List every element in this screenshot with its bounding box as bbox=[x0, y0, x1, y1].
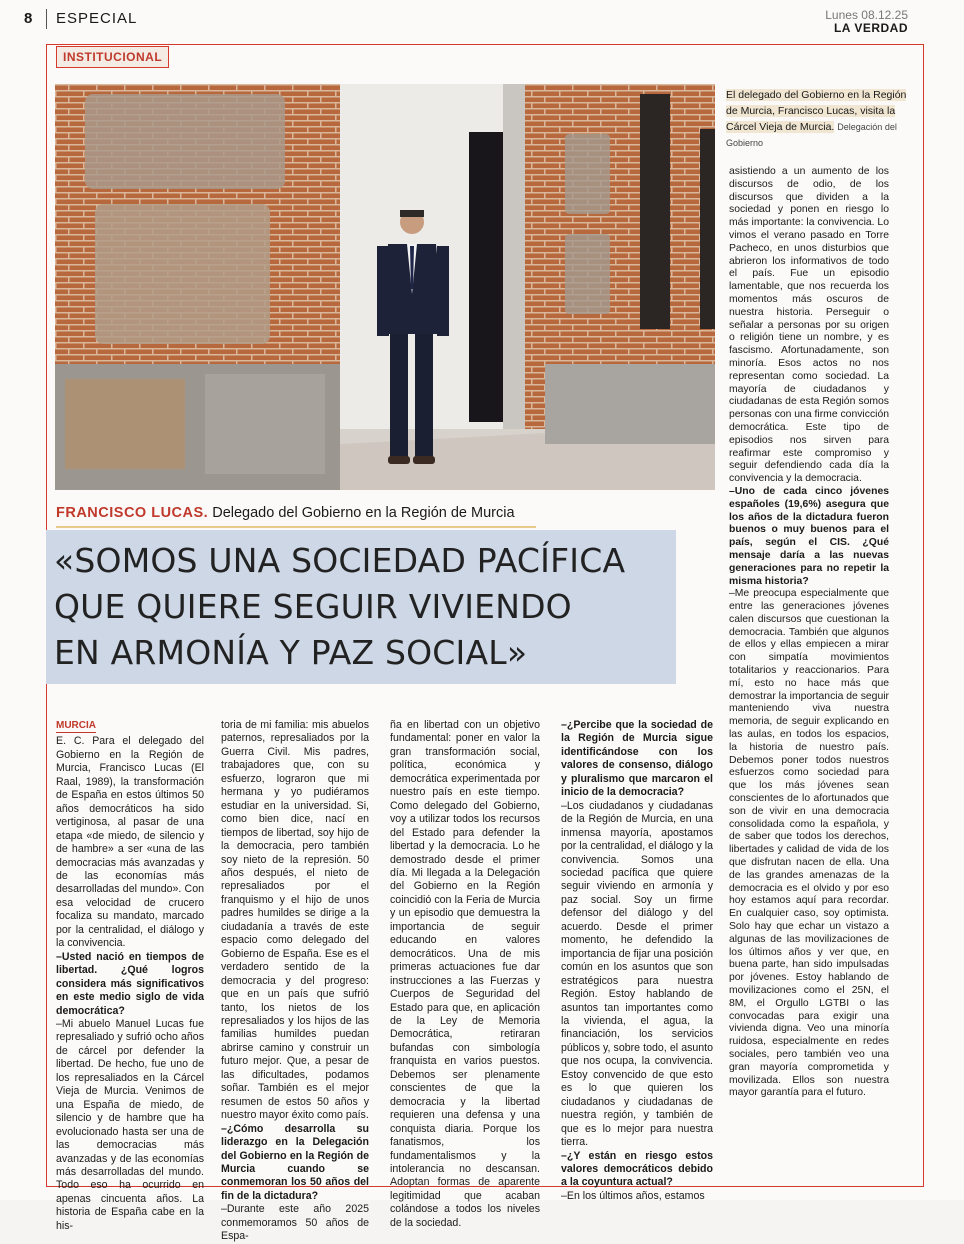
paragraph: E. C. Para el delegado del Gobierno en la Región de Murcia, Francisco Lucas (El Raal, 1989), la transformación de España en estos últimos 50 años democráticos ha sido vertiginosa, al pasar de una etapa «de miedo, de silencio y de hambre» a ser «una de las democracias más avanzadas y de las economías más desarrolladas del mundo». Con esa velocidad de crucero focaliza su mandato, marcado por la centralidad, el diálogo y la convivencia. bbox=[56, 735, 204, 950]
article-column-2 bbox=[221, 719, 369, 1244]
paragraph: –Me preocupa especialmente que entre las generaciones jóvenes calen discursos que cuestionan la democracia. También que algunos de ellos y ellas empiecen a mirar con simpatía movimientos totalitarios y reaccionarios. Para mí, esto no hace más que demostrar la importancia de seguir manteniendo viva nuestra memoria, de seguir explicando en las aulas, en todos los espacios, la historia de nuestro país. Debemos poner todos nuestros esfuerzos como sociedad para que los más jóvenes sean conscientes de lo afortunados que son de vivir en una democracia consolidada como la española, y de saber que todos los derechos, libertades y calidad de vida de los que disfrutan nacen de ella. Una de las grandes amenazas de la democracia es el olvido y por eso hoy estamos aquí para recordar. En cualquier caso, soy optimista. Solo hay que echar un vistazo a algunas de las movilizaciones de los últimos años y ver que, en buena parte, han sido impulsadas por jóvenes. Estoy hablando de movilizaciones como el 25N, el 8M, el Orgullo LGTBI o las convocadas para exigir una vivienda digna. Veo una minoría ruidosa, especialmente en redes sociales, pero también veo una gran mayoría comprometida y movilizada. Ellos son nuestra mayor garantía para el futuro. bbox=[729, 588, 889, 1099]
article-location: MURCIA bbox=[56, 719, 96, 733]
interview-question: –Usted nació en tiempos de libertad. ¿Qué logros considera más significativos en este medio siglo de vida democrática? bbox=[56, 950, 204, 1017]
paragraph: –En los últimos años, estamos bbox=[561, 1189, 705, 1202]
article-column-3 bbox=[390, 719, 540, 1230]
section-name: ESPECIAL bbox=[56, 10, 138, 27]
article-column-1 bbox=[56, 719, 204, 1233]
issue-date: Lunes 08.12.25 bbox=[825, 8, 908, 22]
headline-line: EN ARMONÍA Y PAZ SOCIAL» bbox=[54, 633, 528, 672]
headline-quote bbox=[54, 538, 674, 676]
interviewee-name: FRANCISCO LUCAS. bbox=[56, 505, 209, 521]
page-number: 8 bbox=[24, 10, 33, 27]
paragraph: –Mi abuelo Manuel Lucas fue represaliado y sufrió ocho años de cárcel por defender la libertad. De hecho, fue uno de los represaliados en la Cárcel Vieja de Murcia. Venimos de una España de miedo, de silencio y de hambre que ha evolucionado hasta ser una de las democracias más avanzadas y de las economías más desarrolladas del mundo. Todo eso ha ocurrido en apenas cincuenta años. La historia de España cabe en la his- bbox=[56, 1017, 204, 1232]
article-column-4 bbox=[561, 719, 713, 1203]
paragraph: –Los ciudadanos y ciudadanas de la Región de Murcia, en una inmensa mayoría, apostamos por la centralidad, el diálogo y la convivencia. Somos una sociedad pacífica que quiere seguir viviendo en armonía y paz social. Soy un firme defensor del diálogo y del acuerdo. Desde el primer momento, he defendido la importancia de fijar una posición común en los asuntos que son estratégicos para nuestra Región. Estoy hablando de asuntos tan importantes como la vivienda, el agua, la financiación, los servicios públicos y, sobre todo, el asunto que nos ocupa, la convivencia. Estoy convencido de que esto es lo que quieren los ciudadanos y ciudadanas de nuestra región, y también de que es lo mejor para nuestra tierra. bbox=[561, 799, 713, 1149]
headline-line: QUE QUIERE SEGUIR VIVIENDO bbox=[54, 587, 572, 626]
page-header bbox=[0, 0, 964, 44]
byline bbox=[56, 505, 515, 521]
interview-question: –¿Y están en riesgo estos valores democráticos debido a la coyuntura actual? bbox=[561, 1149, 713, 1189]
interview-question: –¿Cómo desarrolla su liderazgo en la Delegación del Gobierno en la Región de Murcia cuando se conmemoran los 50 años del fin de la dictadura? bbox=[221, 1122, 369, 1202]
byline-underline bbox=[56, 526, 536, 528]
interviewee-role: Delegado del Gobierno en la Región de Murcia bbox=[212, 505, 515, 521]
article-photo bbox=[55, 84, 715, 490]
publication-name: LA VERDAD bbox=[833, 21, 908, 35]
caption-text: El delegado del Gobierno en la Región de Murcia, Francisco Lucas, visita la Cárcel Vieja de Murcia. bbox=[726, 89, 907, 133]
interview-question: –Uno de cada cinco jóvenes españoles (19,6%) asegura que los años de la dictadura fueron buenos o muy buenos para el país, según el CIS. ¿Qué mensaje daría a las nuevas generaciones para no repetir la misma historia? bbox=[729, 485, 889, 587]
interview-question: –¿Percibe que la sociedad de la Región de Murcia sigue identificándose con los valores de consenso, diálogo y pluralismo que marcaron el inicio de la democracia? bbox=[561, 719, 713, 799]
section-tag: INSTITUCIONAL bbox=[56, 46, 169, 68]
paragraph: –Durante este año 2025 conmemoramos 50 años de Espa- bbox=[221, 1203, 369, 1243]
photo-credit: Delegación del Gobierno bbox=[726, 122, 897, 148]
paragraph: ña en libertad con un objetivo fundamental: poner en valor la gran transformación social, política, económica y democrática experimentada por nuestro país en este tiempo. Como delegado del Gobierno, voy a utilizar todos los recursos del Estado para defender la libertad y la democracia. Lo he demostrado desde el primer día. Mi llegada a la Delegación del Gobierno en la Región coincidió con la Feria de Murcia y un episodio que demuestra la importancia de seguir educando en valores democráticos. Una de mis primeras actuaciones fue dar instrucciones a las Fuerzas y Cuerpos de Seguridad del Estado para que, en aplicación de la Ley de Memoria Democrática, retiraran bufandas con simbología franquista en varios puestos. Debemos ser plenamente conscientes de que la democracia y la libertad requieren una defensa y una conquista diaria. Porque los fanatismos, los fundamentalismos y la intolerancia no descansan. Adoptan formas de aparente legitimidad que acaban colándose a todos los niveles de la sociedad. bbox=[390, 719, 540, 1229]
photo-caption bbox=[726, 87, 911, 151]
paragraph: toria de mi familia: mis abuelos paternos, represaliados por la Guerra Civil. Mis padres, trabajadores que, con su esfuerzo, lograron que mi hermana y yo pudiéramos estudiar en la universidad. Si, como bien dice, nací en tiempos de libertad, soy hijo de la democracia, pero también soy nieto de la represión. 50 años después, el nieto de represaliados por el franquismo y el hijo de unos padres humildes se dirige a la ciudadanía a través de este espacio como delegado del Gobierno de España. Ese es el verdadero sentido de la democracia y del progreso: que en un país que sufrió tanto, los nietos de los represaliados y los hijos de las familias humildes puedan abrirse camino y construir un futuro mejor. Que, a pesar de las dificultades, podamos soñar. También es el mejor resumen de estos 50 años y nuestro mayor éxito como país. bbox=[221, 719, 369, 1122]
photo-illustration bbox=[55, 84, 715, 490]
header-divider bbox=[46, 9, 47, 29]
paragraph: asistiendo a un aumento de los discursos de odio, de los discursos que dividen a la sociedad y ponen en riesgo lo más importante: la convivencia. Lo vimos el verano pasado en Torre Pacheco, en unos disturbios que abrieron los informativos de todo el país. Fue un episodio lamentable, que nos recuerda los momentos más oscuros de nuestra historia. Perseguir o señalar a personas por su origen o religión tiene un nombre, y es fascismo. Afortunadamente, son minoría. Esos actos no nos representan como sociedad. La mayoría de ciudadanos y ciudadanas de esta Región somos personas con una firme convicción democrática. Este tipo de episodios nos sirven para reafirmar este compromiso y seguir defendiendo cada día la convivencia y la democracia. bbox=[729, 166, 889, 485]
headline-line: «SOMOS UNA SOCIEDAD PACÍFICA bbox=[54, 541, 626, 580]
article-column-5 bbox=[729, 166, 889, 1100]
